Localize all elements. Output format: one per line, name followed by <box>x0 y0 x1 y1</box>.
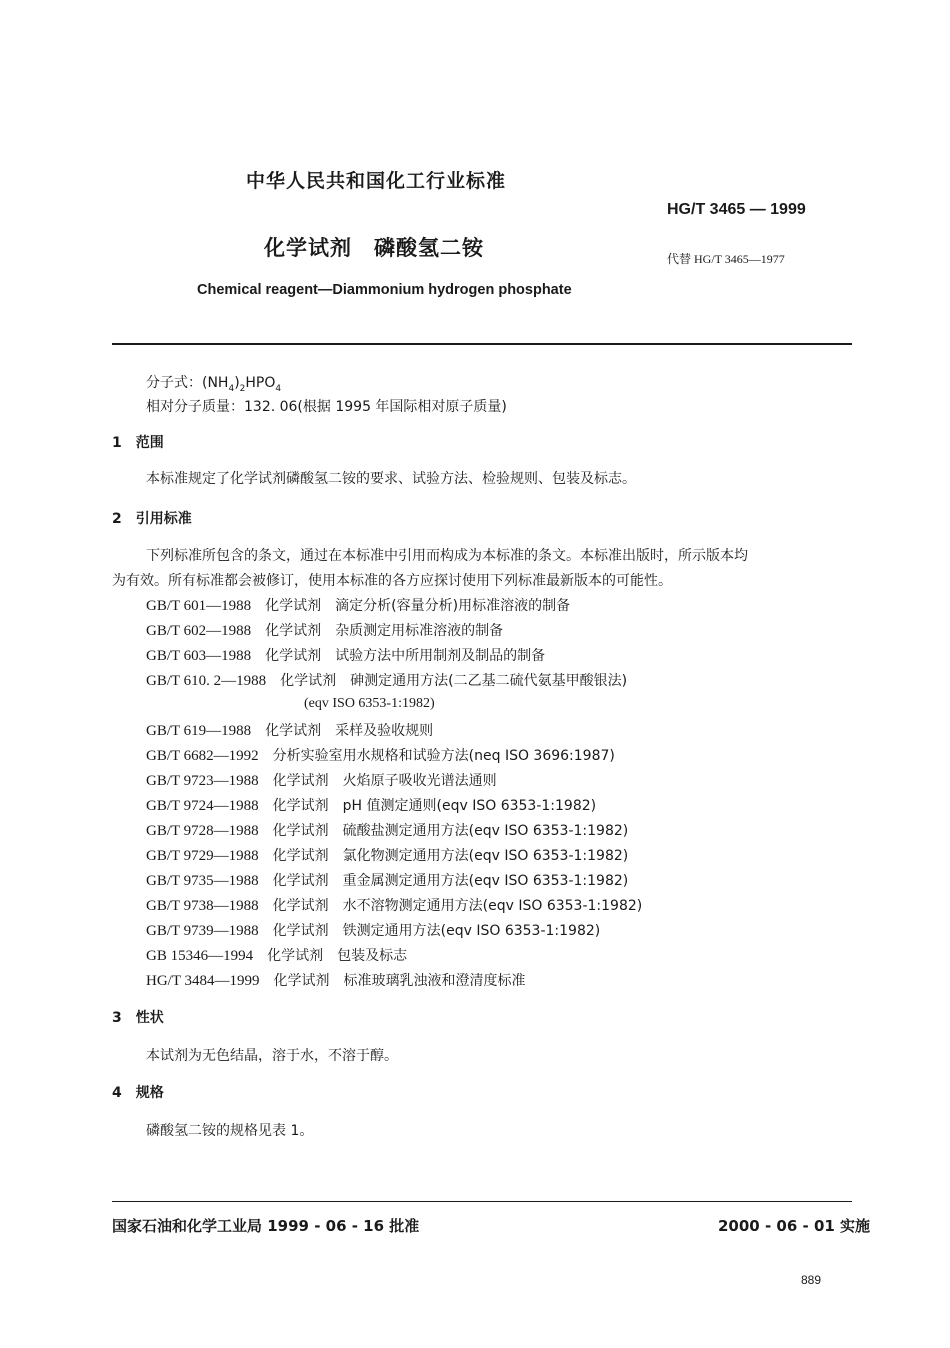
formula-sub-1: 4 <box>228 383 235 394</box>
section-3-text: 本试剂为无色结晶，溶于水，不溶于醇。 <box>146 1048 398 1064</box>
reference-code: GB/T 610. 2—1988 <box>146 673 267 689</box>
reference-name: 硫酸盐测定通用方法(eqv ISO 6353-1:1982) <box>342 823 629 839</box>
footer-divider <box>112 1201 852 1202</box>
reference-code: GB/T 9739—1988 <box>146 923 259 939</box>
reference-name: 杂质测定用标准溶液的制备 <box>335 623 504 639</box>
section-4-text: 磷酸氢二铵的规格见表 1。 <box>146 1123 314 1139</box>
reference-category: 化学试剂 <box>280 673 337 689</box>
reference-category: 化学试剂 <box>272 773 329 789</box>
section-3-heading: 3 性状 <box>112 1010 164 1026</box>
reference-item <box>146 645 545 665</box>
section-2-text-line1: 下列标准所包含的条文，通过在本标准中引用而构成为本标准的条文。本标准出版时，所示版本均 <box>146 548 748 564</box>
reference-name: 氯化物测定通用方法(eqv ISO 6353-1:1982) <box>342 848 629 864</box>
section-1-text: 本标准规定了化学试剂磷酸氢二铵的要求、试验方法、检验规则、包装及标志。 <box>146 471 636 487</box>
reference-name: 砷测定通用方法(二乙基二硫代氨基甲酸银法) <box>350 673 628 689</box>
reference-category: 化学试剂 <box>265 623 322 639</box>
reference-item <box>146 820 628 840</box>
page-number: 889 <box>801 1273 822 1287</box>
reference-category: 化学试剂 <box>273 973 330 989</box>
reference-name: 滴定分析(容量分析)用标准溶液的制备 <box>335 598 571 614</box>
reference-item <box>146 620 503 640</box>
reference-item <box>146 945 407 965</box>
formula-sub-2: 2 <box>239 383 246 394</box>
reference-category: 化学试剂 <box>272 848 329 864</box>
reference-item <box>146 720 433 740</box>
reference-code: GB 15346—1994 <box>146 948 254 964</box>
reference-code: GB/T 9728—1988 <box>146 823 259 839</box>
standard-code: HG/T 3465 — 1999 <box>667 201 806 218</box>
formula-mid: ) <box>234 375 240 391</box>
reference-code: GB/T 9723—1988 <box>146 773 259 789</box>
document-title: 化学试剂 磷酸氢二铵 <box>264 236 484 260</box>
reference-name: 火焰原子吸收光谱法通则 <box>342 773 497 789</box>
reference-category: 化学试剂 <box>272 798 329 814</box>
section-2-heading: 2 引用标准 <box>112 511 192 527</box>
reference-item <box>146 595 570 615</box>
reference-name: 分析实验室用水规格和试验方法(neq ISO 3696:1987) <box>272 748 615 764</box>
reference-name: 包装及标志 <box>337 948 408 964</box>
replaces-standard: 代替 HG/T 3465—1977 <box>667 252 785 266</box>
reference-name: (eqv ISO 6353-1:1982) <box>304 696 435 711</box>
reference-name: 重金属测定通用方法(eqv ISO 6353-1:1982) <box>342 873 629 889</box>
reference-name: 标准玻璃乳浊液和澄清度标准 <box>343 973 526 989</box>
reference-item <box>146 870 628 890</box>
reference-item <box>146 670 627 690</box>
reference-category: 化学试剂 <box>272 923 329 939</box>
section-1-heading: 1 范围 <box>112 435 164 451</box>
effective-date: 2000 - 06 - 01 实施 <box>718 1217 871 1235</box>
reference-code: GB/T 602—1988 <box>146 623 252 639</box>
reference-item <box>146 970 525 990</box>
section-2-text-line2: 为有效。所有标准都会被修订，使用本标准的各方应探讨使用下列标准最新版本的可能性。 <box>112 573 672 589</box>
reference-item <box>146 845 628 865</box>
reference-code: GB/T 6682—1992 <box>146 748 259 764</box>
reference-code: GB/T 9729—1988 <box>146 848 259 864</box>
reference-code: HG/T 3484—1999 <box>146 973 260 989</box>
standard-organization: 中华人民共和国化工行业标准 <box>246 170 507 192</box>
reference-category: 化学试剂 <box>265 723 322 739</box>
reference-category: 化学试剂 <box>265 648 322 664</box>
reference-name: 水不溶物测定通用方法(eqv ISO 6353-1:1982) <box>342 898 643 914</box>
reference-item <box>146 920 600 940</box>
reference-item <box>146 795 596 815</box>
reference-item <box>146 745 615 765</box>
approval-line: 国家石油和化学工业局 1999 - 06 - 16 批准 <box>112 1217 420 1235</box>
reference-item <box>146 770 497 790</box>
reference-code: GB/T 601—1988 <box>146 598 252 614</box>
section-4-heading: 4 规格 <box>112 1085 164 1101</box>
reference-name: 试验方法中所用制剂及制品的制备 <box>335 648 546 664</box>
formula-prefix: 分子式：(NH <box>146 375 229 391</box>
molecular-formula <box>146 372 281 394</box>
reference-category: 化学试剂 <box>272 873 329 889</box>
reference-code: GB/T 619—1988 <box>146 723 252 739</box>
molecular-mass: 相对分子质量：132. 06(根据 1995 年国际相对原子质量) <box>146 399 507 415</box>
reference-name: 铁测定通用方法(eqv ISO 6353-1:1982) <box>342 923 601 939</box>
reference-code: GB/T 9735—1988 <box>146 873 259 889</box>
reference-code: GB/T 9724—1988 <box>146 798 259 814</box>
reference-name: pH 值测定通则(eqv ISO 6353-1:1982) <box>342 798 597 814</box>
reference-name: 采样及验收规则 <box>335 723 434 739</box>
reference-category: 化学试剂 <box>265 598 322 614</box>
reference-category: 化学试剂 <box>267 948 324 964</box>
reference-category: 化学试剂 <box>272 823 329 839</box>
reference-category: 化学试剂 <box>272 898 329 914</box>
reference-item-continuation <box>304 695 435 712</box>
reference-code: GB/T 9738—1988 <box>146 898 259 914</box>
formula-sub-3: 4 <box>275 383 282 394</box>
reference-code: GB/T 603—1988 <box>146 648 252 664</box>
document-title-english: Chemical reagent—Diammonium hydrogen phosphate <box>197 282 572 298</box>
reference-item <box>146 895 642 915</box>
header-divider <box>112 343 852 345</box>
formula-mid-2: HPO <box>245 375 276 391</box>
